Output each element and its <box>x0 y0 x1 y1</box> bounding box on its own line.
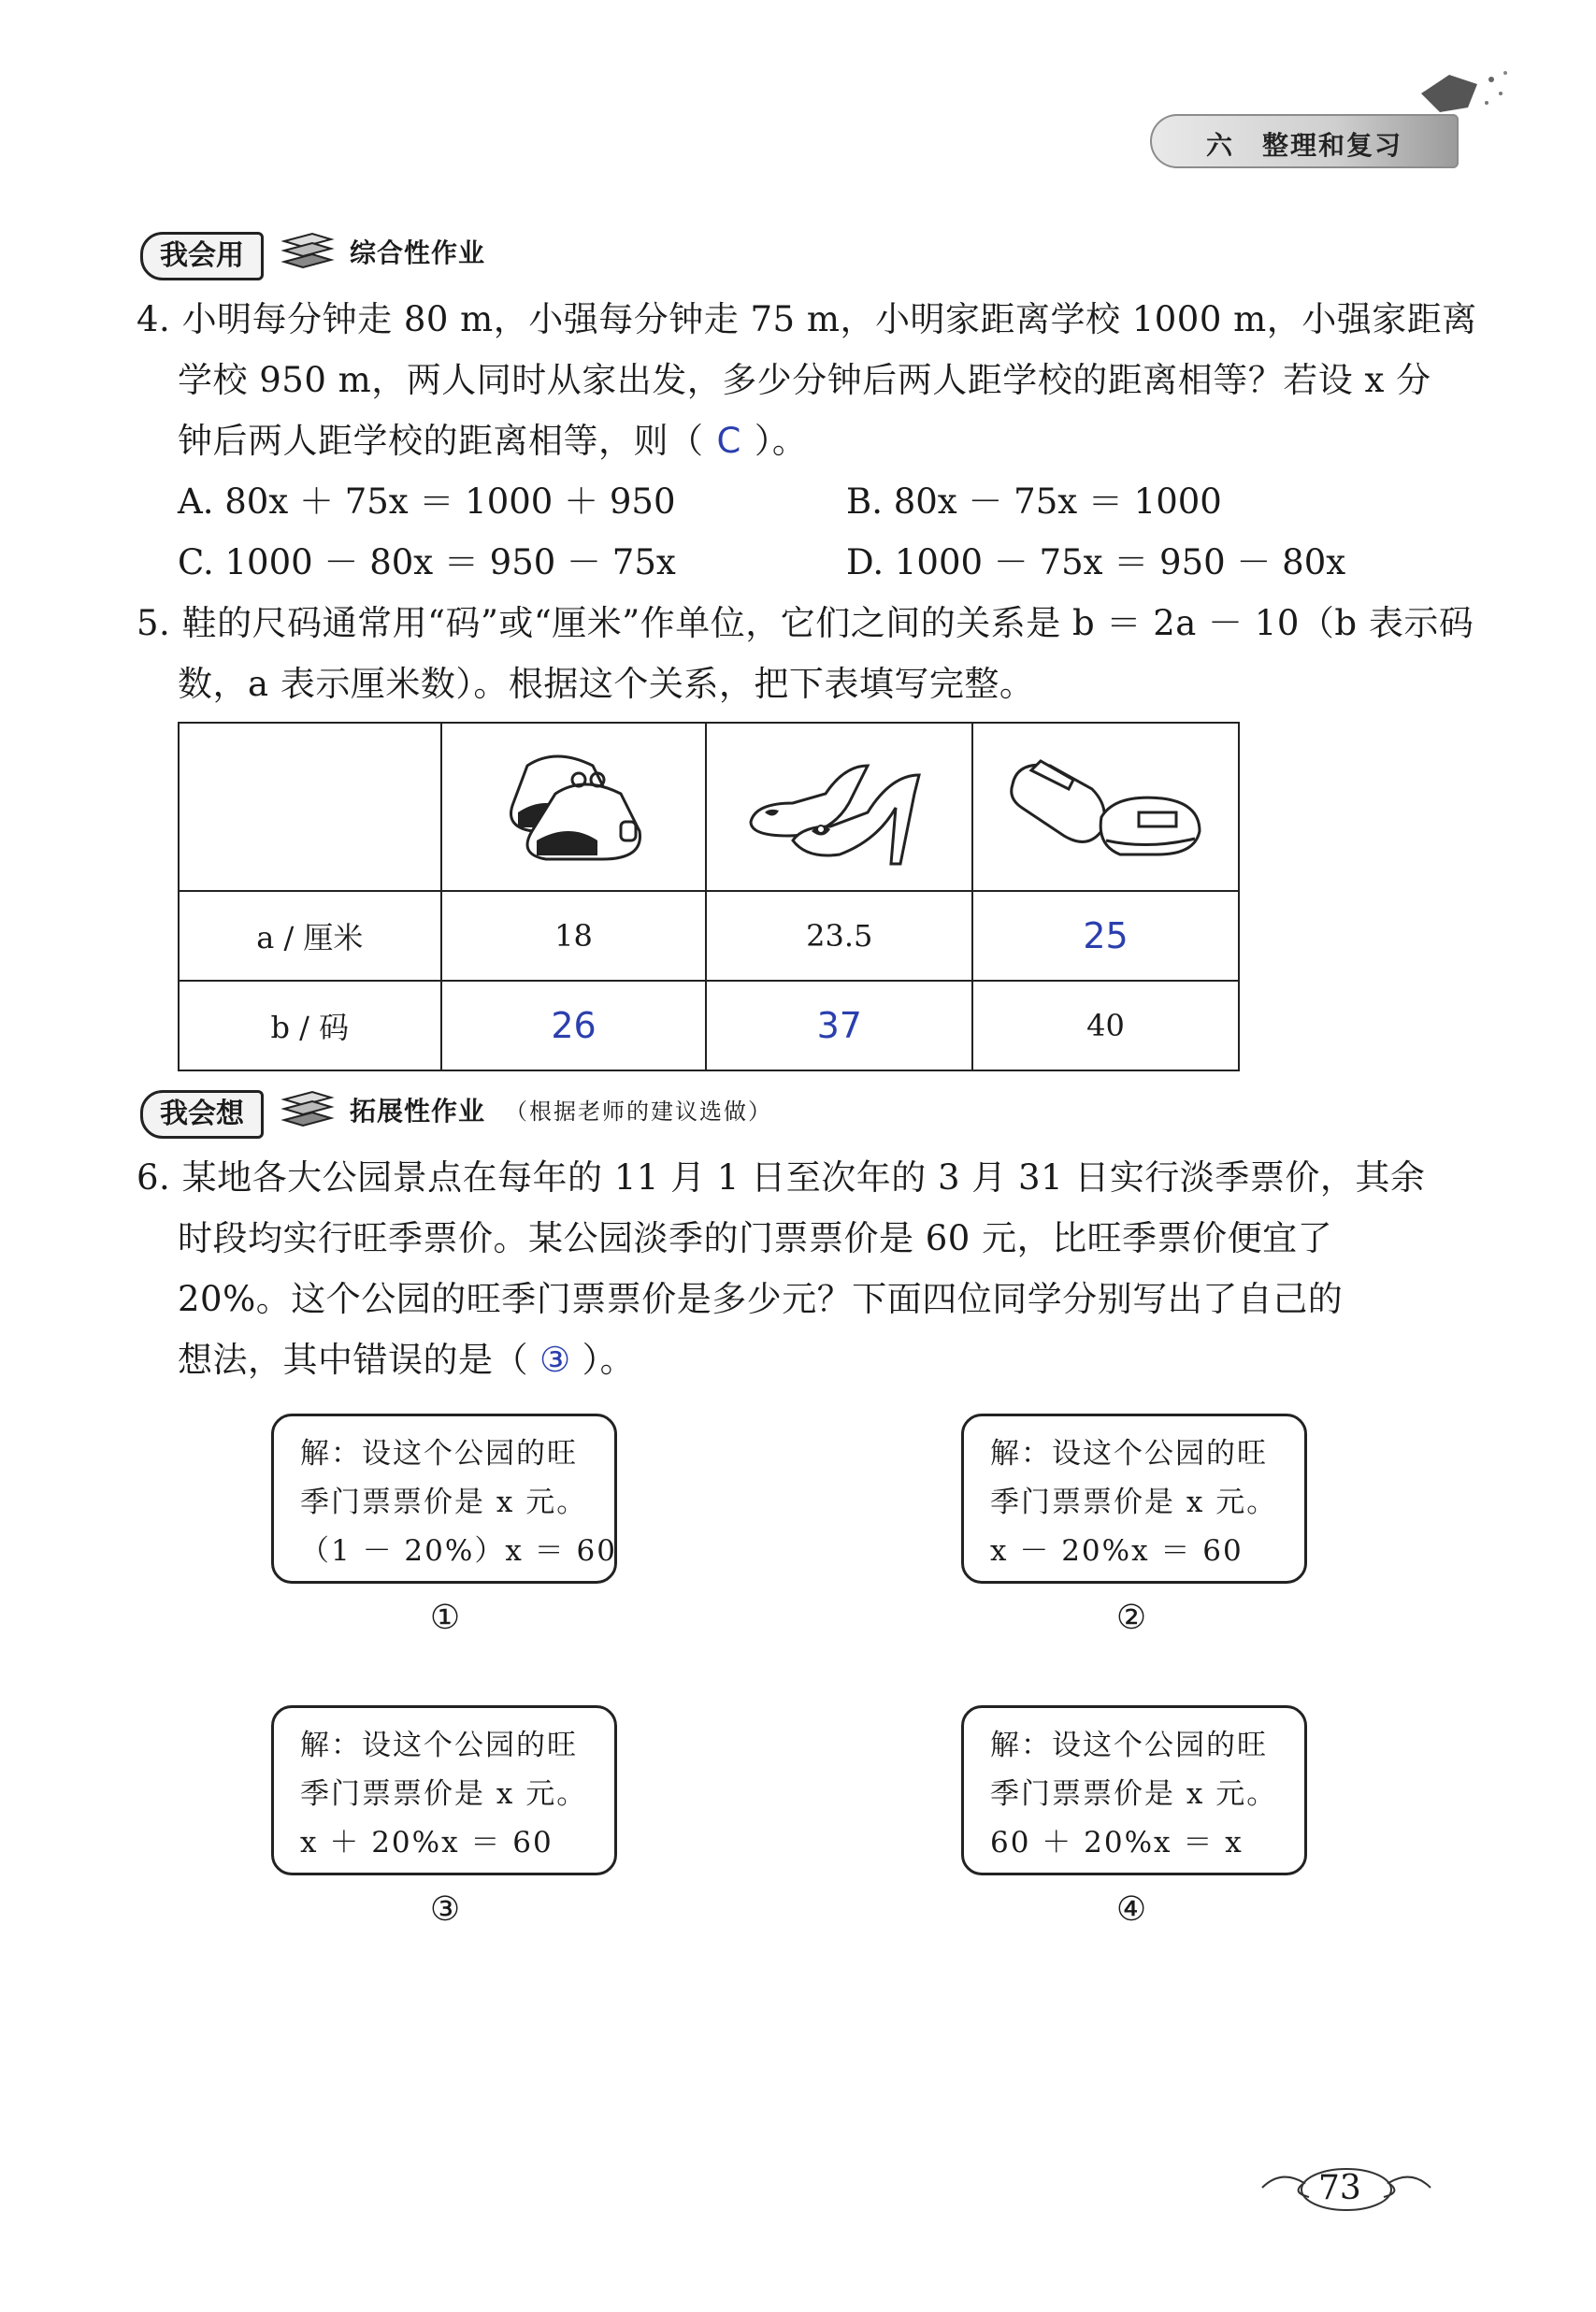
q4-answer: C <box>716 421 741 461</box>
books-icon <box>280 1088 335 1133</box>
page-number-ornament <box>1253 2150 1440 2225</box>
q6-line4 <box>178 1330 635 1390</box>
q4-line2: 学校 950 m，两人同时从家出发，多少分钟后两人距学校的距离相等？若设 x 分 <box>178 360 1431 400</box>
books-icon <box>280 230 335 275</box>
solution-line: 解：设这个公园的旺 <box>300 1729 578 1762</box>
q4-option-c: C. 1000 － 80x ＝ 950 － 75x <box>178 542 676 582</box>
q6-line3: 20%。这个公园的旺季门票票价是多少元？下面四位同学分别写出了自己的 <box>178 1279 1344 1319</box>
solution-line: 解：设这个公园的旺 <box>990 1437 1268 1471</box>
q4-line3-post: ）。 <box>754 421 808 461</box>
chapter-tab <box>1150 114 1459 168</box>
table-row <box>179 891 1239 981</box>
q4-line1: 4. 小明每分钟走 80 m，小强每分钟走 75 m，小明家距离学校 1000 m，小强家距离 <box>137 299 1477 339</box>
page-number: 73 <box>1318 2169 1361 2207</box>
table-row <box>179 981 1239 1070</box>
row-label-b: b / 码 <box>179 981 441 1070</box>
shoe-size-table <box>178 722 1240 1071</box>
table-cell-empty <box>179 723 441 891</box>
table-row <box>179 723 1239 891</box>
q4-line3-pre: 钟后两人距学校的距离相等，则（ <box>178 421 704 461</box>
solution-line: x ＋ 20%x ＝ 60 <box>300 1826 554 1860</box>
q4-option-a: A. 80x ＋ 75x ＝ 1000 ＋ 950 <box>178 481 676 522</box>
solution-line: x － 20%x ＝ 60 <box>990 1534 1244 1568</box>
b-value-3: 40 <box>972 981 1239 1070</box>
solution-label-1: ① <box>429 1599 461 1637</box>
solution-box-1 <box>271 1414 617 1584</box>
solution-line: 60 ＋ 20%x ＝ x <box>990 1826 1244 1860</box>
b-value-1-answer: 26 <box>441 981 707 1070</box>
section-note-think: （根据老师的建议选做） <box>505 1099 772 1125</box>
table-cell-shoe <box>441 723 707 891</box>
a-value-3-answer: 25 <box>972 891 1239 981</box>
solution-label-2: ② <box>1115 1599 1147 1637</box>
row-label-a: a / 厘米 <box>179 891 441 981</box>
solution-line: 季门票票价是 x 元。 <box>990 1486 1278 1519</box>
solution-box-3 <box>271 1705 617 1875</box>
a-value-1: 18 <box>441 891 707 981</box>
solution-line: 解：设这个公园的旺 <box>300 1437 578 1471</box>
b-value-2-answer: 37 <box>706 981 972 1070</box>
section-title-think: 拓展性作业 <box>350 1096 486 1127</box>
solution-line: 季门票票价是 x 元。 <box>990 1777 1278 1811</box>
solution-line: （1 － 20%）x ＝ 60 <box>300 1534 617 1568</box>
q6-line4-pre: 想法，其中错误的是（ <box>178 1340 528 1380</box>
shoe-heels-icon <box>737 738 942 869</box>
q4-option-b: B. 80x － 75x ＝ 1000 <box>846 481 1222 522</box>
q5-line2: 数，a 表示厘米数）。根据这个关系，把下表填写完整。 <box>178 664 1035 704</box>
shoe-sneakers-icon <box>490 738 658 869</box>
table-cell-shoe <box>706 723 972 891</box>
section-badge-think: 我会想 <box>140 1090 264 1139</box>
solution-label-3: ③ <box>429 1890 461 1929</box>
section-badge-apply: 我会用 <box>140 232 264 280</box>
solution-line: 季门票票价是 x 元。 <box>300 1777 588 1811</box>
q4-line3 <box>178 411 807 471</box>
solution-line: 季门票票价是 x 元。 <box>300 1486 588 1519</box>
q6-answer: ③ <box>539 1340 571 1380</box>
q5-line1: 5. 鞋的尺码通常用“码”或“厘米”作单位，它们之间的关系是 b ＝ 2a － 10（b 表示码 <box>137 603 1474 643</box>
q4-option-d: D. 1000 － 75x ＝ 950 － 80x <box>846 542 1346 582</box>
solution-box-4 <box>961 1705 1307 1875</box>
section-title-apply: 综合性作业 <box>350 237 486 268</box>
shoe-loafers-icon <box>999 738 1214 869</box>
q6-line1: 6. 某地各大公园景点在每年的 11 月 1 日至次年的 3 月 31 日实行淡季票价，其余 <box>137 1157 1426 1198</box>
a-value-2: 23.5 <box>706 891 972 981</box>
solution-label-4: ④ <box>1115 1890 1147 1929</box>
solution-line: 解：设这个公园的旺 <box>990 1729 1268 1762</box>
q6-line2: 时段均实行旺季票价。某公园淡季的门票票价是 60 元，比旺季票价便宜了 <box>178 1218 1333 1258</box>
table-cell-shoe <box>972 723 1239 891</box>
solution-box-2 <box>961 1414 1307 1584</box>
q6-line4-post: ）。 <box>582 1340 636 1380</box>
chapter-title: 六 整理和复习 <box>1206 130 1403 161</box>
